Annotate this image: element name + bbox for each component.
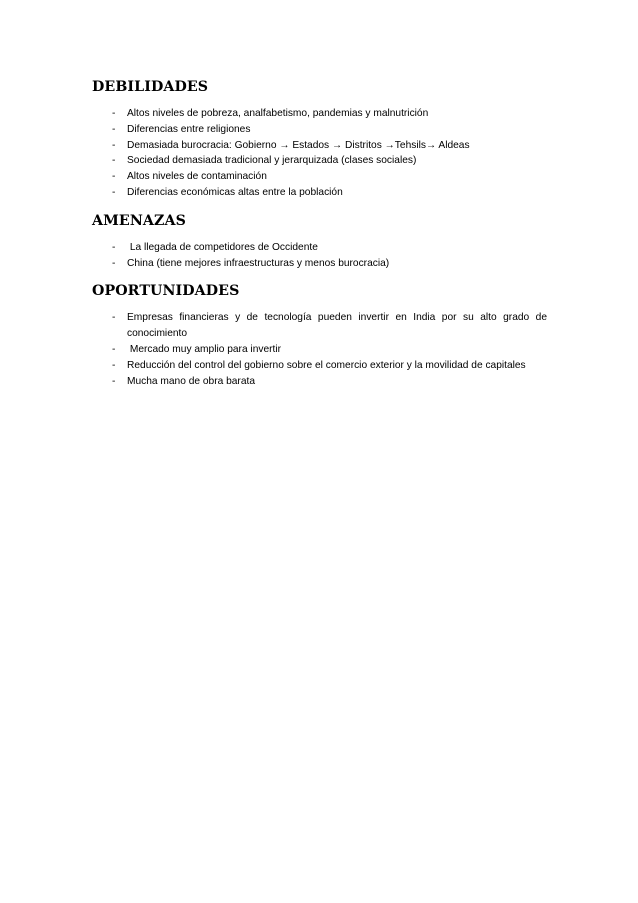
list-item bbox=[92, 122, 547, 138]
list-item bbox=[92, 153, 547, 169]
list-item bbox=[92, 169, 547, 185]
list-item bbox=[92, 256, 547, 272]
list-item bbox=[92, 106, 547, 122]
list-item-text: La llegada de competidores de Occidente bbox=[127, 241, 318, 253]
list-item-text: Reducción del control del gobierno sobre el comercio exterior y la movilidad de capitales bbox=[127, 359, 526, 371]
bullet-dash: - bbox=[112, 343, 116, 355]
bullet-dash: - bbox=[112, 155, 116, 167]
document-content bbox=[92, 78, 547, 389]
list-item-text: Demasiada burocracia: Gobierno → Estados → Distritos →Tehsils→ Aldeas bbox=[127, 139, 470, 151]
list-item bbox=[92, 185, 547, 201]
list-item bbox=[92, 358, 547, 374]
list-item-text: China (tiene mejores infraestructuras y menos burocracia) bbox=[127, 257, 390, 269]
section-heading: OPORTUNIDADES bbox=[92, 283, 240, 300]
bullet-list bbox=[92, 310, 547, 389]
section-debilidades bbox=[92, 78, 547, 201]
bullet-dash: - bbox=[112, 108, 116, 119]
list-item bbox=[92, 342, 547, 358]
list-item bbox=[92, 138, 547, 154]
list-item-text: Sociedad demasiada tradicional y jerarquizada (clases sociales) bbox=[127, 155, 417, 167]
section-amenazas bbox=[92, 212, 547, 272]
bullet-dash: - bbox=[112, 171, 116, 183]
list-item bbox=[92, 240, 547, 256]
bullet-dash: - bbox=[112, 312, 116, 324]
bullet-dash: - bbox=[112, 186, 116, 198]
section-heading: AMENAZAS bbox=[92, 212, 186, 229]
list-item bbox=[92, 374, 547, 390]
bullet-dash: - bbox=[112, 123, 116, 135]
section-heading: DEBILIDADES bbox=[92, 79, 209, 95]
bullet-dash: - bbox=[112, 257, 116, 269]
bullet-dash: - bbox=[112, 139, 116, 151]
list-item-text: Diferencias entre religiones bbox=[127, 123, 251, 135]
section-oportunidades bbox=[92, 282, 547, 389]
list-item-text: Diferencias económicas altas entre la población bbox=[127, 186, 343, 198]
list-item-text: Mercado muy amplio para invertir bbox=[127, 343, 282, 355]
bullet-list bbox=[92, 240, 547, 272]
list-item-text: Empresas financieras y de tecnología pueden invertir en India por su alto grado de conocimiento bbox=[127, 312, 547, 340]
list-item bbox=[92, 310, 547, 342]
bullet-dash: - bbox=[112, 241, 116, 253]
list-item-text: Altos niveles de contaminación bbox=[127, 171, 267, 183]
bullet-dash: - bbox=[112, 359, 116, 371]
list-item-text: Mucha mano de obra barata bbox=[127, 375, 255, 387]
bullet-list bbox=[92, 106, 547, 201]
bullet-dash: - bbox=[112, 375, 116, 387]
list-item-text: Altos niveles de pobreza, analfabetismo, pandemias y malnutrición bbox=[127, 108, 429, 119]
